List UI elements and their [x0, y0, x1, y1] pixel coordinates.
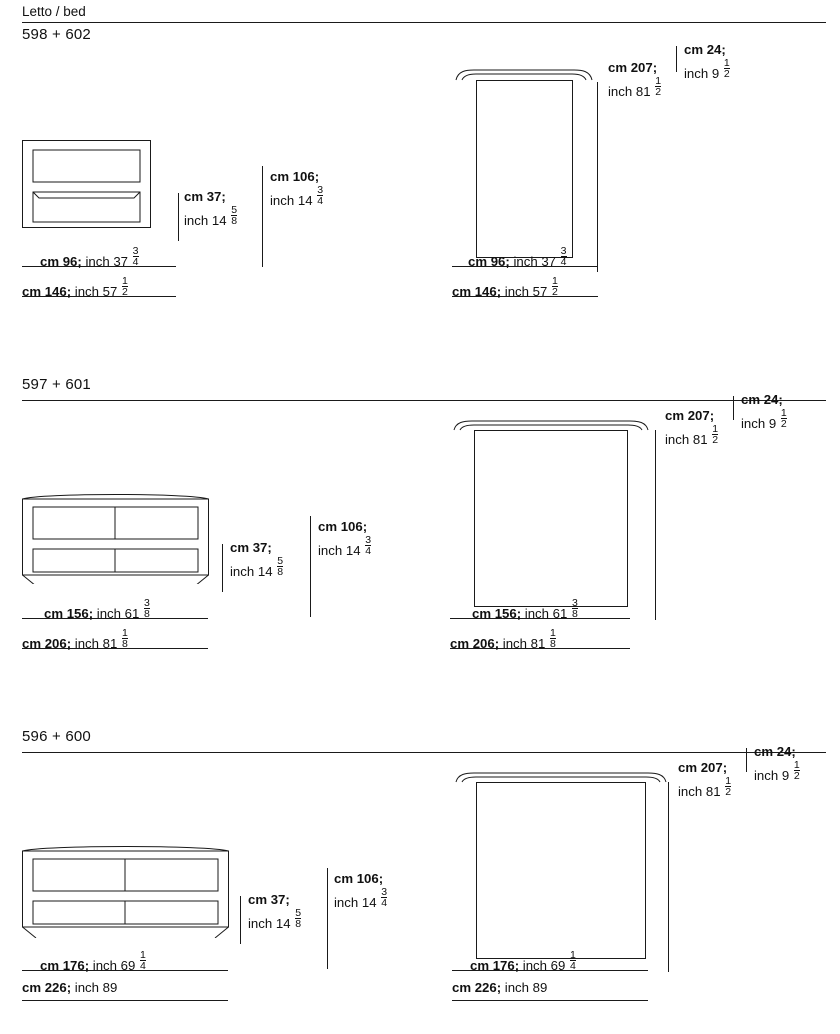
section-divider — [22, 752, 826, 753]
dim-depth-label: cm 106; inch 14 $\frac{3}{4}$ — [270, 169, 324, 208]
plan-length-label: cm 207; inch 81 $\frac{1}{2}$ — [678, 760, 732, 799]
page-title: Letto / bed — [22, 4, 86, 19]
dim-width-outer-label: cm 206; inch 81 $\frac{1}{8}$ — [22, 627, 128, 651]
dim-width-inner-label: cm 176; inch 69 $\frac{1}{4}$ — [40, 949, 146, 973]
plan-length-label: cm 207; inch 81 $\frac{1}{2}$ — [608, 60, 662, 99]
plan-view-596-600 — [452, 750, 677, 965]
section-title: 598 + 602 — [22, 26, 91, 43]
plan-length-line — [655, 430, 656, 620]
front-view-597-601 — [22, 494, 217, 584]
plan-width-inner-label: cm 176; inch 69 $\frac{1}{4}$ — [470, 949, 576, 973]
dim-width-inner-label: cm 96; inch 37 $\frac{3}{4}$ — [40, 245, 139, 269]
dim-depth-line — [262, 166, 263, 267]
dim-width-outer-label: cm 146; inch 57 $\frac{1}{2}$ — [22, 275, 128, 299]
dim-height-line — [178, 193, 179, 241]
plan-length-line — [597, 82, 598, 272]
plan-head-line — [746, 748, 747, 772]
plan-head-label: cm 24; inch 9 $\frac{1}{2}$ — [684, 42, 730, 81]
dim-height-label: cm 37; inch 14 $\frac{5}{8}$ — [230, 540, 284, 579]
dim-height-line — [222, 544, 223, 592]
dim-height-label: cm 37; inch 14 $\frac{5}{8}$ — [184, 189, 238, 228]
plan-view-598-602 — [452, 46, 597, 261]
dim-width-inner-label: cm 156; inch 61 $\frac{3}{8}$ — [44, 597, 150, 621]
plan-width-outer-label: cm 146; inch 57 $\frac{1}{2}$ — [452, 275, 558, 299]
dim-depth-label: cm 106; inch 14 $\frac{3}{4}$ — [334, 871, 388, 910]
plan-width-outer-line — [452, 1000, 648, 1001]
dim-width-outer-label: cm 226; inch 89 — [22, 980, 118, 995]
section-598-602 — [0, 26, 840, 356]
section-596-600 — [0, 728, 840, 1034]
plan-view-597-601 — [450, 398, 655, 613]
header-divider — [22, 22, 826, 23]
plan-width-outer-label: cm 226; inch 89 — [452, 980, 548, 995]
section-divider — [22, 400, 826, 401]
front-view-598-602 — [22, 140, 157, 228]
dim-depth-label: cm 106; inch 14 $\frac{3}{4}$ — [318, 519, 372, 558]
plan-length-label: cm 207; inch 81 $\frac{1}{2}$ — [665, 408, 719, 447]
plan-head-label: cm 24; inch 9 $\frac{1}{2}$ — [754, 744, 800, 783]
plan-width-inner-label: cm 96; inch 37 $\frac{3}{4}$ — [468, 245, 567, 269]
plan-length-line — [668, 782, 669, 972]
dim-height-label: cm 37; inch 14 $\frac{5}{8}$ — [248, 892, 302, 931]
dim-depth-line — [327, 868, 328, 969]
plan-width-outer-label: cm 206; inch 81 $\frac{1}{8}$ — [450, 627, 556, 651]
section-title: 597 + 601 — [22, 376, 91, 393]
section-597-601 — [0, 376, 840, 706]
plan-head-line — [733, 396, 734, 420]
plan-width-inner-label: cm 156; inch 61 $\frac{3}{8}$ — [472, 597, 578, 621]
dim-height-line — [240, 896, 241, 944]
section-title: 596 + 600 — [22, 728, 91, 745]
dim-width-outer-line — [22, 1000, 228, 1001]
front-view-596-600 — [22, 846, 237, 938]
dim-depth-line — [310, 516, 311, 617]
plan-head-line — [676, 46, 677, 72]
plan-head-label: cm 24; inch 9 $\frac{1}{2}$ — [741, 392, 787, 431]
